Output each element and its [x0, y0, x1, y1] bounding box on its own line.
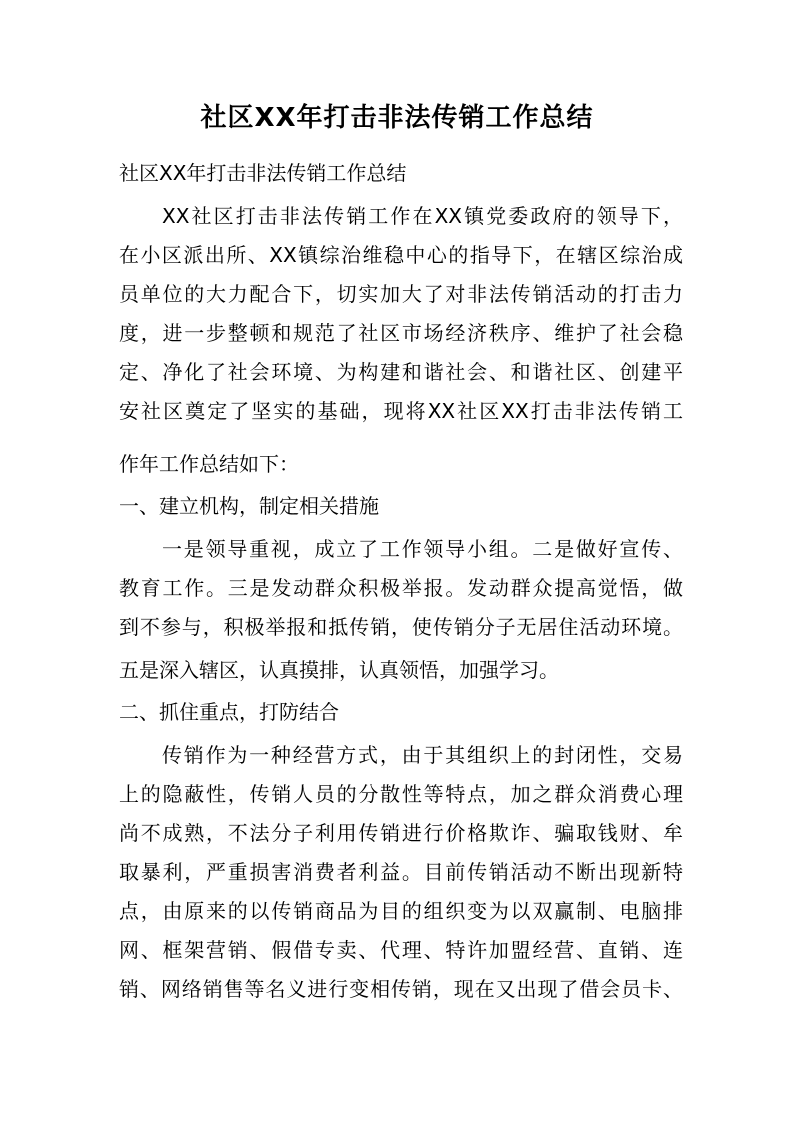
paragraph-line: 定、净化了社会环境、为构建和谐社会、和谐社区、创建平	[119, 360, 683, 384]
paragraph-line: 尚不成熟，不法分子利用传销进行价格欺诈、骗取钱财、牟	[119, 821, 683, 845]
section-heading: 二、抓住重点，打防结合	[119, 700, 339, 724]
paragraph-line: 传销作为一种经营方式，由于其组织上的封闭性，交易	[162, 743, 683, 767]
paragraph-line: 销、网络销售等名义进行变相传销，现在又出现了借会员卡、	[119, 977, 683, 1001]
paragraph-line: 网、框架营销、假借专卖、代理、特许加盟经营、直销、连	[119, 938, 683, 962]
paragraph-line: 员单位的大力配合下，切实加大了对非法传销活动的打击力	[119, 282, 683, 306]
paragraph-line: 度，进一步整顿和规范了社区市场经济秩序、维护了社会稳	[119, 321, 683, 345]
paragraph-line: 到不参与，积极举报和抵传销，使传销分子无居住活动环境。	[119, 615, 683, 639]
document-title: 社区XX年打击非法传销工作总结	[200, 103, 594, 133]
paragraph-line: 取暴利，严重损害消费者利益。目前传销活动不断出现新特	[119, 860, 683, 884]
paragraph-line: 作年工作总结如下：	[119, 452, 299, 476]
paragraph-line: 安社区奠定了坚实的基础，现将XX社区XX打击非法传销工	[119, 399, 683, 423]
paragraph-line: 上的隐蔽性，传销人员的分散性等特点，加之群众消费心理	[119, 782, 683, 806]
paragraph-line: 在小区派出所、XX镇综治维稳中心的指导下，在辖区综治成	[119, 243, 683, 267]
paragraph-line: 一是领导重视，成立了工作领导小组。二是做好宣传、	[162, 537, 683, 561]
paragraph-line: XX社区打击非法传销工作在XX镇党委政府的领导下，	[162, 204, 683, 228]
section-heading: 一、建立机构，制定相关措施	[119, 494, 379, 518]
paragraph-line: 五是深入辖区，认真摸排，认真领悟，加强学习。	[119, 658, 559, 682]
paragraph-line: 点，由原来的以传销商品为目的组织变为以双赢制、电脑排	[119, 899, 683, 923]
paragraph-line: 教育工作。三是发动群众积极举报。发动群众提高觉悟，做	[119, 576, 683, 600]
document-subtitle: 社区XX年打击非法传销工作总结	[119, 161, 407, 185]
